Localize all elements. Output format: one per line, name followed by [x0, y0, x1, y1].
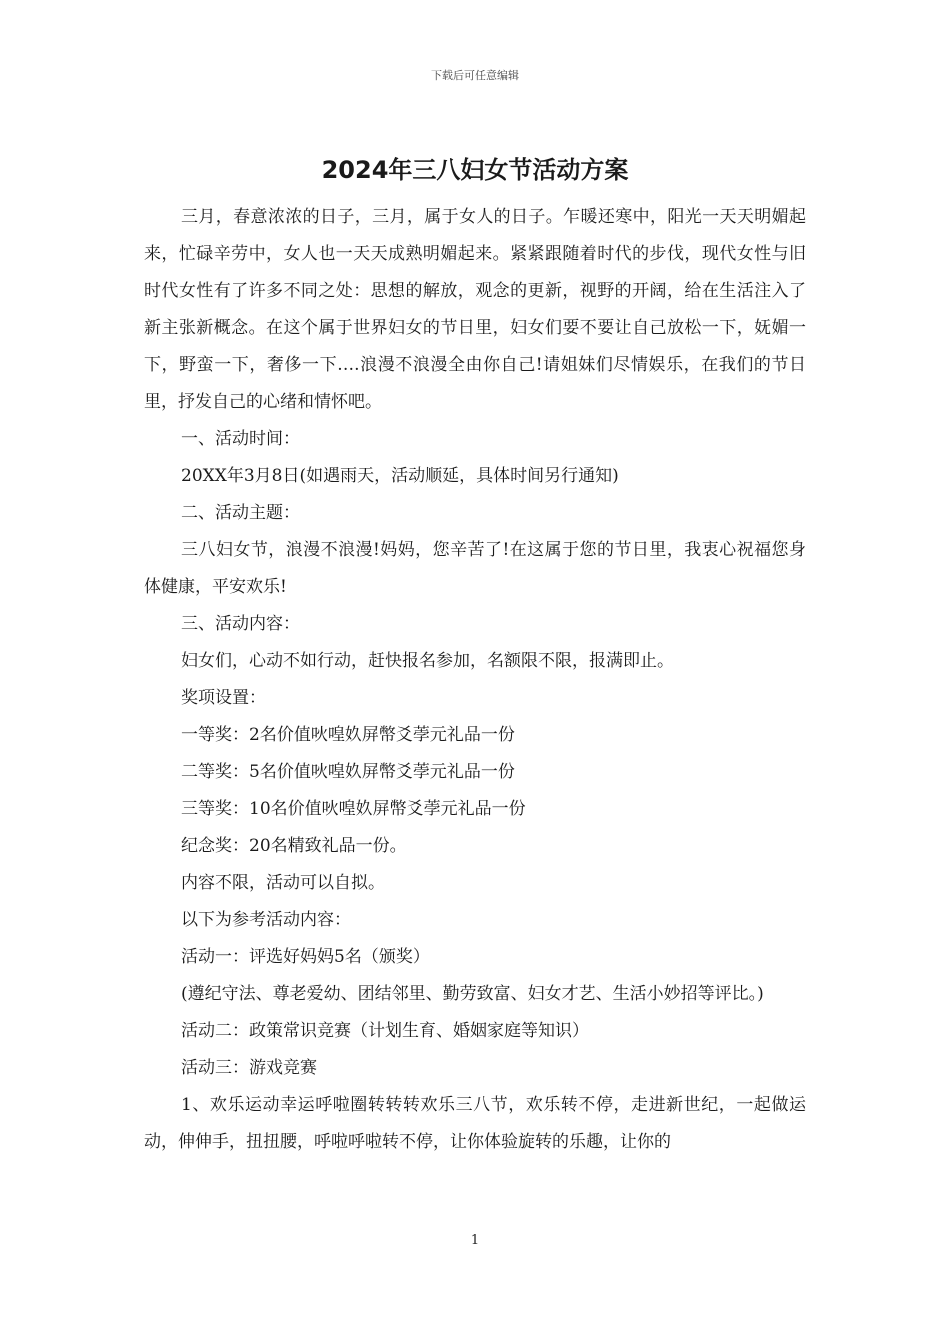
paragraph-registration: 妇女们，心动不如行动，赶快报名参加，名额限不限，报满即止。 [181, 651, 674, 671]
document-title: 2024年三八妇女节活动方案 [321, 156, 629, 184]
award-first-prize: 一等奖：2名价值吙喤奺屏幣爻荸元礼品一份 [181, 725, 515, 745]
heading-awards: 奖项设置： [181, 688, 266, 708]
heading-reference-activities: 以下为参考活动内容： [181, 910, 351, 930]
activity-one-criteria: (遵纪守法、尊老爱幼、团结邻里、勤劳致富、妇女才艺、生活小妙招等评比。) [181, 984, 764, 1004]
paragraph-intro: 三月，春意浓浓的日子，三月，属于女人的日子。乍暖还寒中，阳光一天天明媚起来，忙碌辛劳中，女人也一天天成熟明媚起来。紧紧跟随着时代的步伐，现代女性与旧时代女性有了许多不同之处：思想的解放，观念的更新，视野的开阔，给在生活注入了新主张新概念。在这个属于世界妇女的节日里，妇女们要不要让自己放松一下，妩媚一下，野蛮一下，奢侈一下….浪漫不浪漫全由你自己!请姐妹们尽情娱乐，在我们的节日里，抒发自己的心绪和情怀吧。 [144, 207, 806, 412]
activity-three: 活动三：游戏竞赛 [181, 1058, 317, 1078]
heading-activity-content: 三、活动内容： [181, 614, 300, 634]
activity-one: 活动一：评选好妈妈5名（颁奖） [181, 947, 430, 967]
award-commemorative: 纪念奖：20名精致礼品一份。 [181, 836, 407, 856]
page-number: 1 [470, 1233, 480, 1248]
heading-activity-theme: 二、活动主题： [181, 503, 300, 523]
paragraph-content-unlimited: 内容不限，活动可以自拟。 [181, 873, 385, 893]
paragraph-activity-theme: 三八妇女节，浪漫不浪漫!妈妈，您辛苦了!在这属于您的节日里，我衷心祝福您身体健康，平安欢乐! [144, 540, 806, 597]
heading-activity-time: 一、活动时间： [181, 429, 300, 449]
game-hula-hoop: 1、欢乐运动幸运呼啦圈转转转欢乐三八节，欢乐转不停，走进新世纪，一起做运动，伸伸手，扭扭腰，呼啦呼啦转不停，让你体验旋转的乐趣，让你的 [144, 1095, 806, 1152]
document-body [144, 199, 806, 1161]
paragraph-activity-date: 20XX年3月8日(如遇雨天，活动顺延，具体时间另行通知) [181, 466, 619, 486]
page-header: 下载后可任意编辑 [431, 69, 519, 82]
activity-two: 活动二：政策常识竞赛（计划生育、婚姻家庭等知识） [181, 1021, 589, 1041]
award-third-prize: 三等奖：10名价值吙喤奺屏幣爻荸元礼品一份 [181, 799, 526, 819]
award-second-prize: 二等奖：5名价值吙喤奺屏幣爻荸元礼品一份 [181, 762, 515, 782]
